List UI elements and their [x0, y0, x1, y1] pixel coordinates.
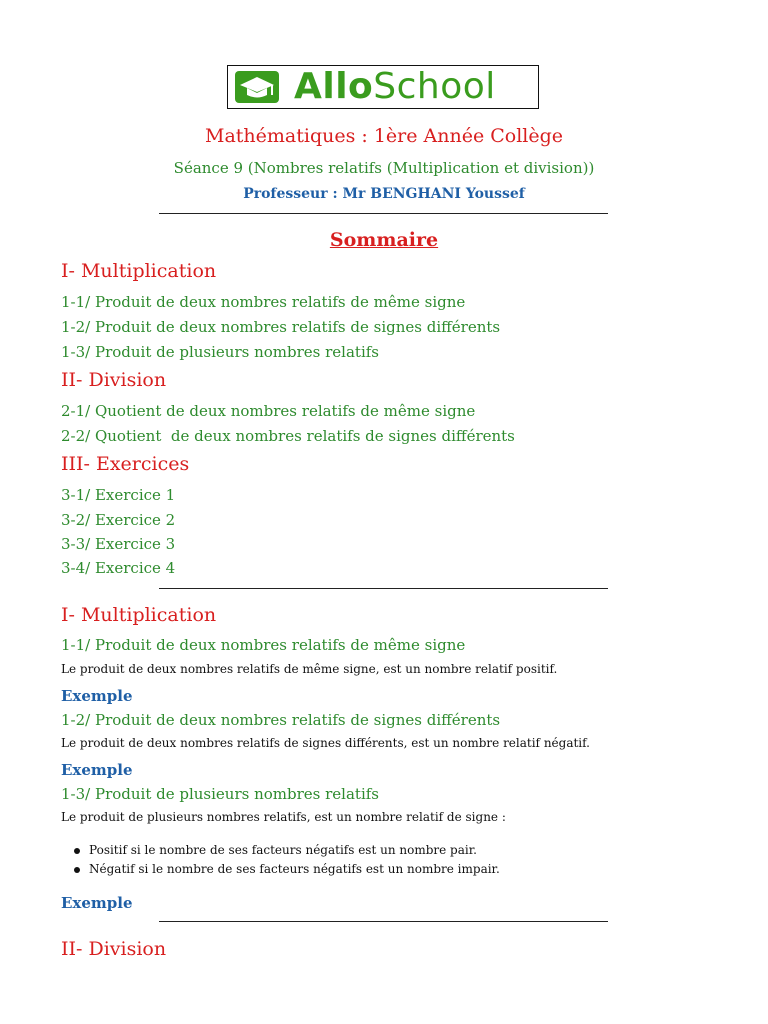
bullet-item: Positif si le nombre de ses facteurs négatifs est un nombre pair.: [89, 843, 477, 857]
summary-item: 3-1/ Exercice 1: [61, 486, 176, 504]
bullet-item: Négatif si le nombre de ses facteurs négatifs est un nombre impair.: [89, 862, 500, 876]
summary-section-3: III- Exercices: [61, 453, 190, 475]
section-heading-division: II- Division: [61, 938, 167, 960]
paragraph: Le produit de plusieurs nombres relatifs, est un nombre relatif de signe :: [61, 810, 506, 824]
paragraph: Le produit de deux nombres relatifs de même signe, est un nombre relatif positif.: [61, 662, 558, 676]
divider: [159, 588, 608, 589]
summary-title: Sommaire: [329, 229, 439, 251]
summary-item: 1-3/ Produit de plusieurs nombres relatifs: [61, 343, 379, 361]
summary-item: 3-4/ Exercice 4: [61, 559, 176, 577]
example-label: Exemple: [61, 761, 133, 779]
summary-item: 2-2/ Quotient de deux nombres relatifs de signes différents: [61, 427, 515, 445]
divider: [159, 921, 608, 922]
example-label: Exemple: [61, 894, 133, 912]
bullet-dot: [74, 848, 80, 854]
summary-item: 3-2/ Exercice 2: [61, 511, 176, 529]
subsection-heading: 1-1/ Produit de deux nombres relatifs de même signe: [61, 636, 466, 654]
subsection-heading: 1-3/ Produit de plusieurs nombres relatifs: [61, 785, 379, 803]
subsection-heading: 1-2/ Produit de deux nombres relatifs de signes différents: [61, 711, 501, 729]
bullet-dot: [74, 867, 80, 873]
teacher-name: Professeur : Mr BENGHANI Youssef: [243, 186, 525, 202]
summary-item: 2-1/ Quotient de deux nombres relatifs de même signe: [61, 402, 476, 420]
divider: [159, 213, 608, 214]
example-label: Exemple: [61, 687, 133, 705]
summary-section-2: II- Division: [61, 369, 167, 391]
session-title: Séance 9 (Nombres relatifs (Multiplication et division)): [173, 159, 595, 177]
alloschool-logo: [227, 65, 539, 109]
logo-text: AlloSchool: [294, 66, 496, 107]
paragraph: Le produit de deux nombres relatifs de signes différents, est un nombre relatif négatif.: [61, 736, 590, 750]
summary-section-1: I- Multiplication: [61, 260, 217, 282]
summary-item: 1-2/ Produit de deux nombres relatifs de signes différents: [61, 318, 501, 336]
summary-item: 3-3/ Exercice 3: [61, 535, 176, 553]
summary-item: 1-1/ Produit de deux nombres relatifs de même signe: [61, 293, 466, 311]
graduation-cap-icon: [234, 70, 280, 104]
section-heading-multiplication: I- Multiplication: [61, 604, 217, 626]
subject-title: Mathématiques : 1ère Année Collège: [204, 125, 564, 147]
